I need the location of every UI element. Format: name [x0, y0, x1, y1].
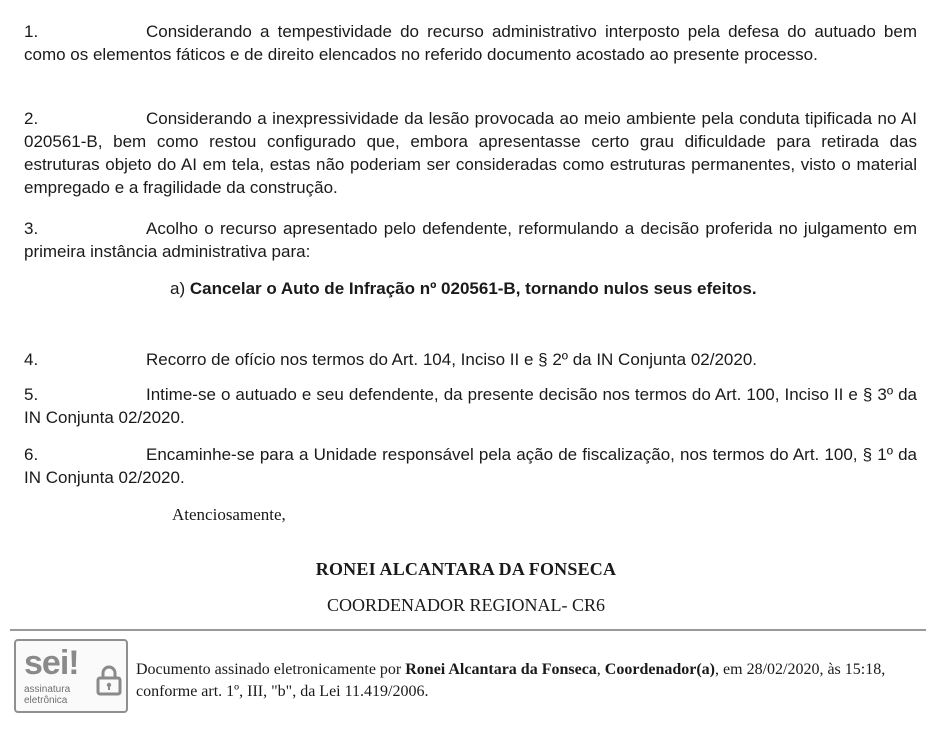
paragraph-text: Considerando a inexpressividade da lesão provocada ao meio ambiente pela conduta tipificada no AI 020561-B, bem como restou configurado que, embora apresentasse certo grau dificuldade para retirada das estruturas objeto do AI em tela, estas não poderiam ser consideradas como estruturas permanentes, visto o material empregado e a fragilidade da construção. — [24, 109, 917, 197]
notice-signer-name: Ronei Alcantara da Fonseca — [405, 661, 597, 678]
paragraph-text: Recorro de ofício nos termos do Art. 104, Inciso II e § 2º da IN Conjunta 02/2020. — [146, 350, 758, 369]
signature-notice — [136, 659, 926, 703]
paragraph-number: 6. — [24, 445, 39, 464]
notice-prefix: Documento assinado eletronicamente por — [136, 661, 406, 678]
paragraph-2 — [24, 107, 917, 199]
seal-caption-line2: eletrônica — [24, 695, 68, 706]
signatory-name: RONEI ALCANTARA DA FONSECA — [315, 559, 617, 579]
paragraph-number: 4. — [24, 350, 39, 369]
paragraph-text: Encaminhe-se para a Unidade responsável pela ação de fiscalização, nos termos do Art. 100, § 1º da IN Conjunta 02/2020. — [24, 445, 917, 487]
notice-separator: , — [596, 661, 605, 678]
paragraph-number: 2. — [24, 109, 39, 128]
decision-subitem — [170, 277, 757, 300]
paragraph-number: 1. — [24, 22, 39, 41]
subitem-label: a) — [170, 279, 186, 298]
subitem-text: Cancelar o Auto de Infração nº 020561-B, tornando nulos seus efeitos. — [189, 279, 757, 298]
closing-salutation: Atenciosamente, — [172, 505, 286, 524]
seal-caption-line1: assinatura — [24, 684, 71, 695]
paragraph-1 — [24, 20, 917, 66]
paragraph-4 — [24, 348, 917, 371]
paragraph-3 — [24, 217, 917, 263]
paragraph-5 — [24, 383, 917, 429]
seal-logo-text: sei! — [24, 644, 79, 682]
notice-signer-role: Coordenador(a) — [604, 661, 716, 678]
paragraph-6 — [24, 443, 917, 489]
paragraph-number: 5. — [24, 385, 39, 404]
notice-suffix: , em 28/02/2020, às 15:18, conforme art. 1º, III, "b", da Lei 11.419/2006. — [136, 661, 886, 700]
signatory-title: COORDENADOR REGIONAL- CR6 — [327, 595, 605, 615]
paragraph-number: 3. — [24, 219, 39, 238]
paragraph-text: Considerando a tempestividade do recurso administrativo interposto pela defesa do autuado bem como os elementos fáticos e de direito elencados no referido documento acostado ao presente processo. — [24, 22, 917, 64]
sei-electronic-signature-seal — [14, 639, 128, 713]
paragraph-text: Intime-se o autuado e seu defendente, da presente decisão nos termos do Art. 100, Inciso II e § 3º da IN Conjunta 02/2020. — [24, 385, 917, 427]
paragraph-text: Acolho o recurso apresentado pelo defendente, reformulando a decisão proferida no julgamento em primeira instância administrativa para: — [24, 219, 917, 261]
footer-divider — [10, 629, 926, 631]
lock-icon — [96, 663, 122, 697]
